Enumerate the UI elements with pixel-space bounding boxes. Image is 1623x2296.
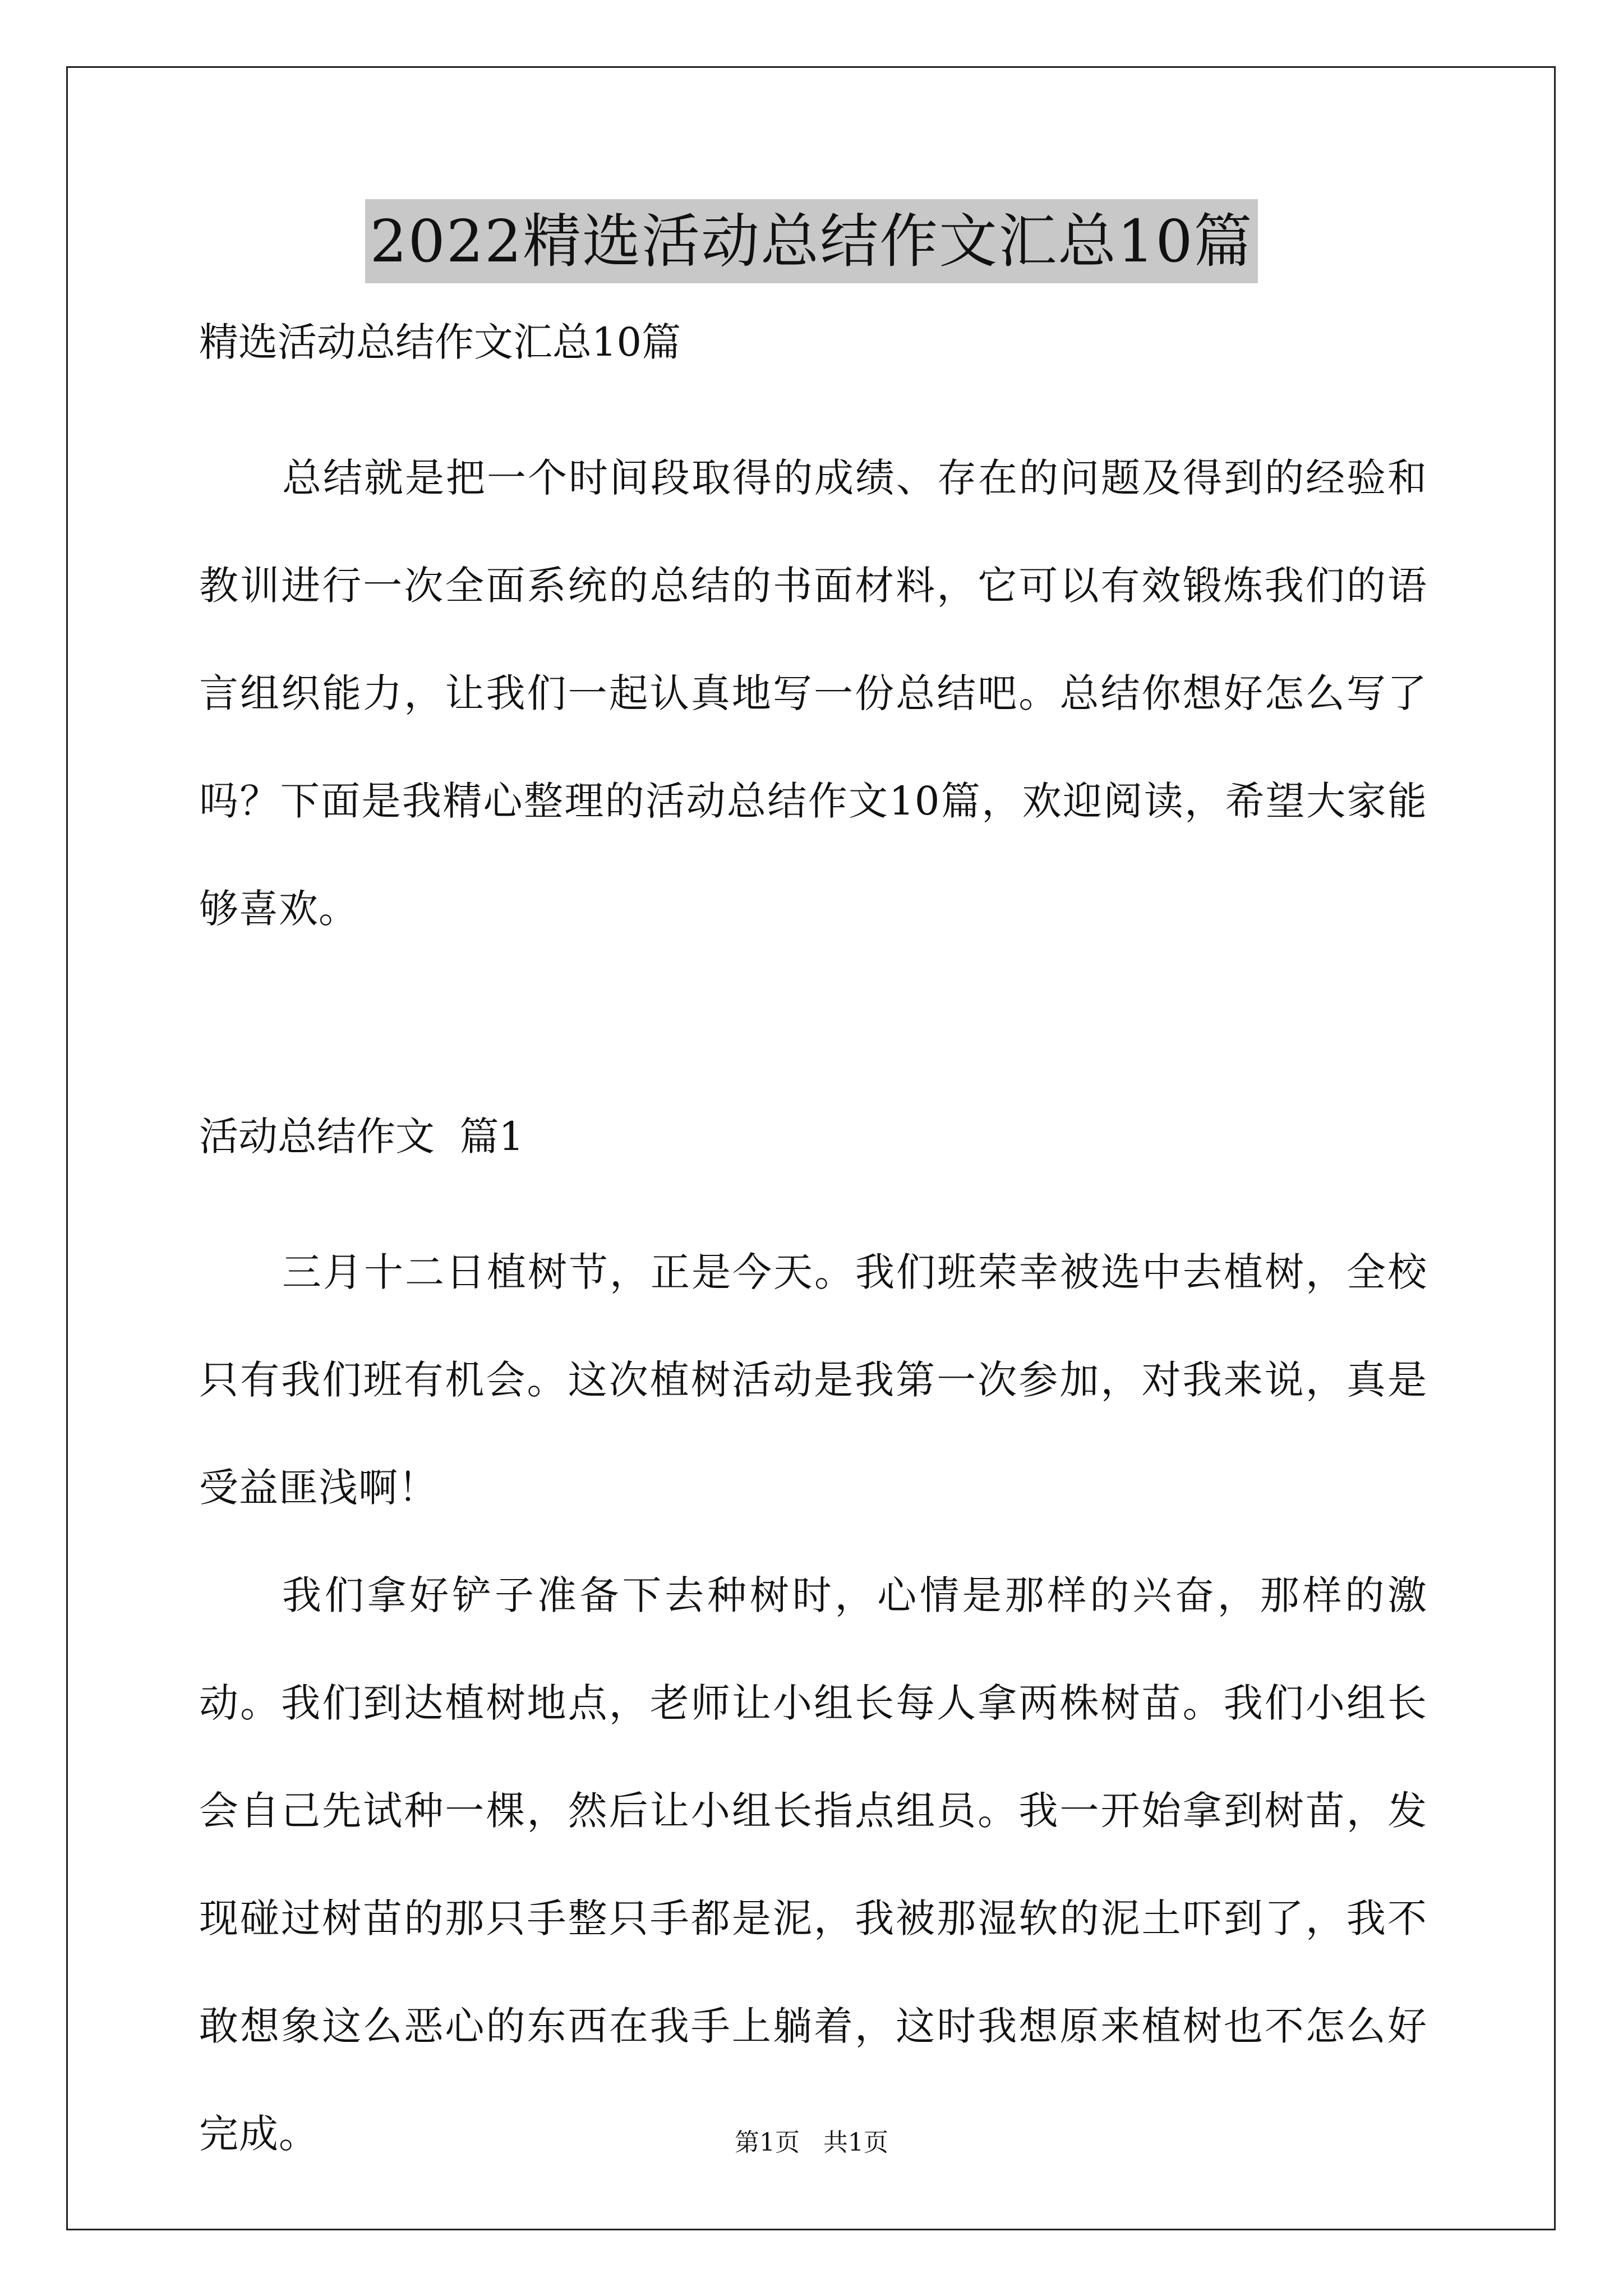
body-paragraph-1: 三月十二日植树节，正是今天。我们班荣幸被选中去植树，全校只有我们班有机会。这次植树活动是我第一次参加，对我来说，真是受益匪浅啊！ (199, 1249, 1427, 1511)
page-count: 共1页 (823, 2128, 888, 2157)
section-heading: 活动总结作文 篇1 (199, 1114, 524, 1159)
document-subtitle: 精选活动总结作文汇总10篇 (199, 319, 681, 365)
spacer (199, 1165, 1427, 1218)
spacer (199, 963, 1427, 1108)
document-title: 2022精选活动总结作文汇总10篇 (365, 199, 1257, 283)
page-number: 第1页 (735, 2128, 800, 2157)
body-paragraph-2: 我们拿好铲子准备下去种树时，心情是那样的兴奋，那样的激动。我们到达植树地点，老师让小组长每人拿两株树苗。我们小组长会自己先试种一棵，然后让小组长指点组员。我一开始拿到树苗，发现碰过树苗的那只手整只手都是泥，我被那湿软的泥土吓到了，我不敢想象这么恶心的东西在我手上躺着，这时我想原来植树也不怎么好完成。 (199, 1572, 1427, 2157)
title-container (0, 199, 1623, 283)
spacer (199, 370, 1427, 424)
page-footer (0, 2126, 1623, 2160)
intro-paragraph: 总结就是把一个时间段取得的成绩、存在的问题及得到的经验和教训进行一次全面系统的总结的书面材料，它可以有效锻炼我们的语言组织能力，让我们一起认真地写一份总结吧。总结你想好怎么写了吗？下面是我精心整理的活动总结作文10篇，欢迎阅读，希望大家能够喜欢。 (199, 455, 1427, 932)
document-body (199, 314, 1427, 2188)
